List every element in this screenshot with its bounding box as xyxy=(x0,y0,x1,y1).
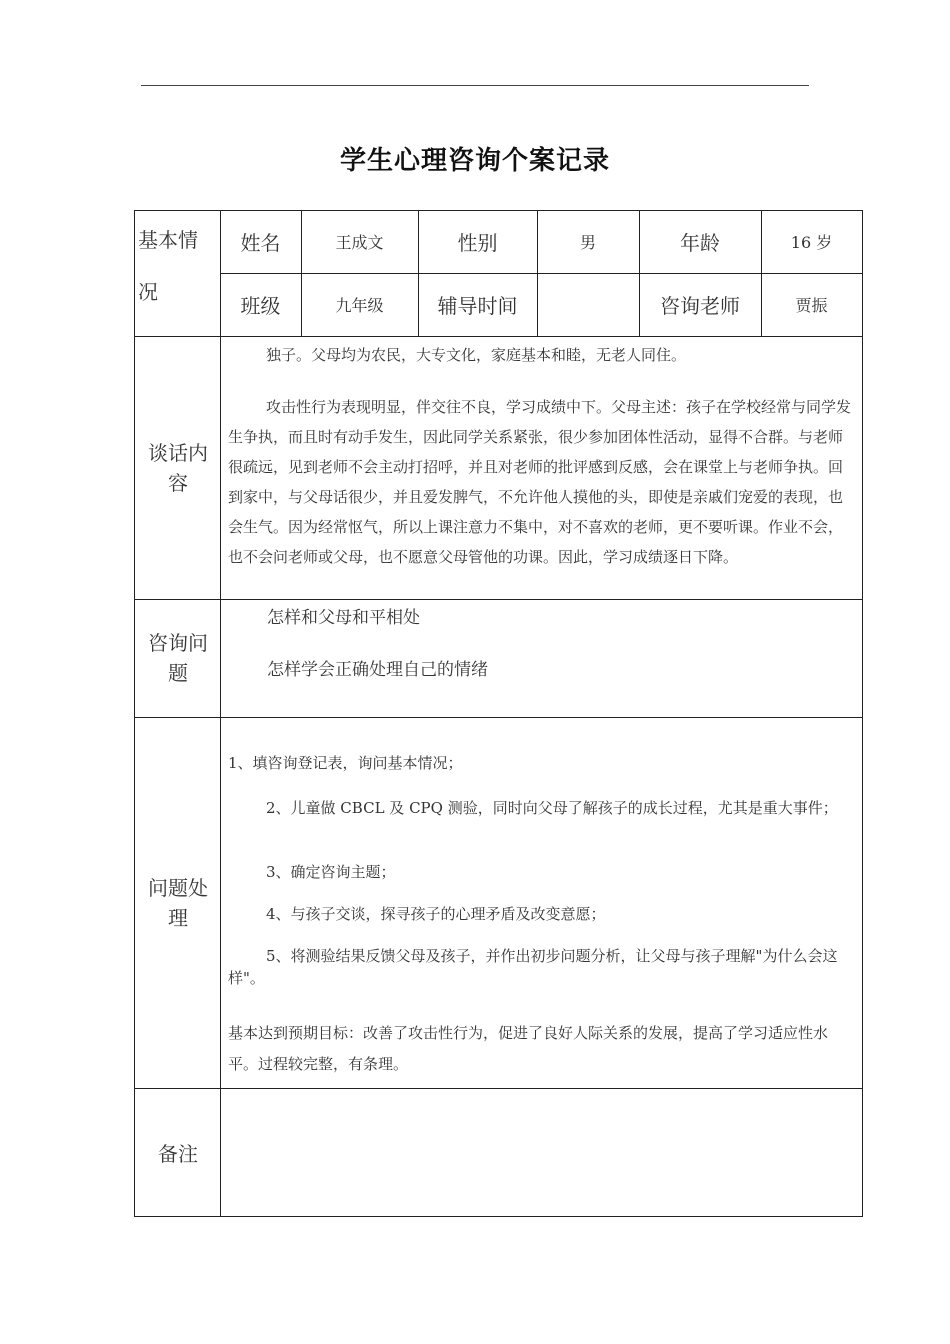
handling-step-5: 5、将测验结果反馈父母及孩子，并作出初步问题分析，让父母与孩子理解"为什么会这样"。 xyxy=(228,947,838,987)
talk-paragraph-2: 攻击性行为表现明显，伴交往不良，学习成绩中下。父母主述：孩子在学校经常与同学发生争执，而且时有动手发生，因此同学关系紧张，很少参加团体性活动，显得不合群。与老师很疏远，见到老师不会主动打招呼，并且对老师的批评感到反感，会在课堂上与老师争执。回到家中，与父母话很少，并且爱发脾气，不允许他人摸他的头，即使是亲戚们宠爱的表现，也会生气。因为经常怄气，所以上课注意力不集中，对不喜欢的老师，更不要听课。作业不会，也不会问老师或父母，也不愿意父母管他的功课。因此，学习成绩逐日下降。 xyxy=(228,398,852,566)
talk-paragraph-1: 独子。父母均为农民，大专文化，家庭基本和睦，无老人同住。 xyxy=(266,346,687,364)
handling-label: 问题处理 xyxy=(148,875,208,930)
age-label: 年龄 xyxy=(680,231,720,255)
issue-label: 咨询问题 xyxy=(148,631,208,685)
counselor-label: 咨询老师 xyxy=(660,294,740,318)
handling-step-1: 1、填咨询登记表，询问基本情况； xyxy=(228,754,463,772)
talk-content-label: 谈话内容 xyxy=(148,440,208,495)
class-label: 班级 xyxy=(240,294,281,318)
handling-step-4: 4、与孩子交谈，探寻孩子的心理矛盾及改变意愿； xyxy=(266,905,606,923)
handling-step-3: 3、确定咨询主题； xyxy=(266,863,396,881)
session-time-label: 辅导时间 xyxy=(437,294,518,318)
class-value: 九年级 xyxy=(335,296,384,315)
age-value: 16 岁 xyxy=(790,233,833,252)
notes-label: 备注 xyxy=(158,1141,198,1166)
record-form xyxy=(134,210,863,1217)
handling-step-2: 2、儿童做 CBCL 及 CPQ 测验，同时向父母了解孩子的成长过程，尤其是重大事件； xyxy=(266,799,838,817)
counselor-value: 贾振 xyxy=(795,296,828,315)
header-rule xyxy=(141,85,809,86)
issue-question-1: 怎样和父母和平相处 xyxy=(267,608,420,628)
basic-section-label: 基本情况 xyxy=(138,228,198,304)
name-value: 王成文 xyxy=(335,233,384,252)
page-title: 学生心理咨询个案记录 xyxy=(339,146,610,176)
gender-value: 男 xyxy=(579,233,596,252)
issue-question-2: 怎样学会正确处理自己的情绪 xyxy=(267,660,488,680)
handling-summary: 基本达到预期目标：改善了攻击性行为，促进了良好人际关系的发展，提高了学习适应性水平。过程较完整，有条理。 xyxy=(228,1024,829,1073)
gender-label: 性别 xyxy=(457,231,498,255)
session-time-value xyxy=(537,273,639,336)
name-label: 姓名 xyxy=(240,231,281,255)
